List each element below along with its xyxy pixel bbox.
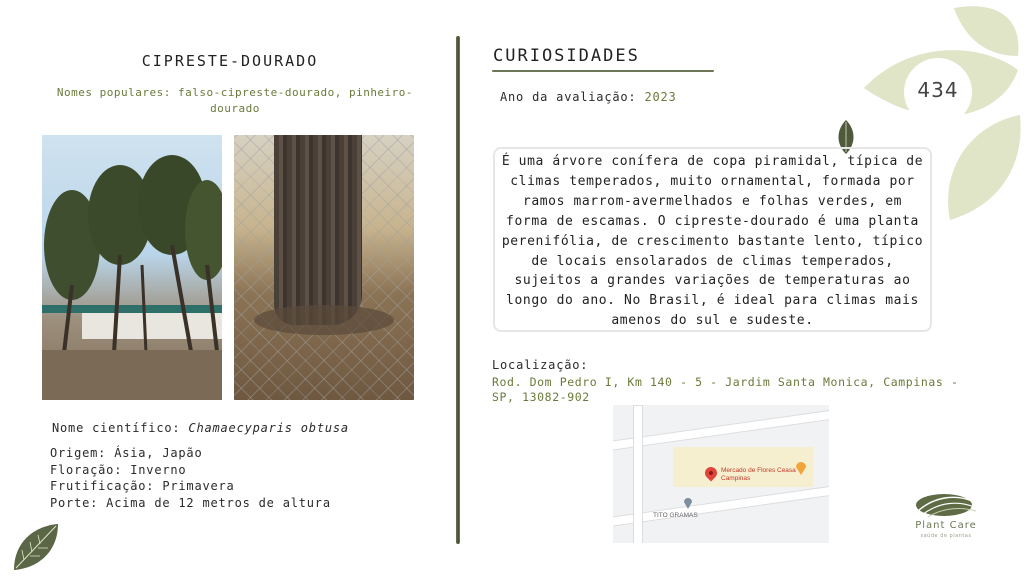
page-number: 434 xyxy=(917,78,959,102)
map-poi-icon xyxy=(683,497,693,509)
description-box: É uma árvore conífera de copa piramidal, típica de climas temperados, muito ornamental, formada por ramos marrom-avermelhados e folhas verdes, em forma de escamas. O cipreste-dourado é uma planta perenifólia, de crescimento bastante lento, típico de locais ensolarados de climas temperados, sujeitos a grandes variações de temperaturas ao longo do ano. No Brasil, é ideal para climas mais amenos do sul e sudeste. xyxy=(493,147,932,332)
plant-facts xyxy=(50,445,331,511)
curiosities-title: CURIOSIDADES xyxy=(493,46,640,66)
plant-care-logo xyxy=(906,489,986,519)
map-nearby-label: TITO GRAMAS xyxy=(653,512,698,519)
common-names: Nomes populares: falso-cipreste-dourado, pinheiro-dourado xyxy=(56,86,414,115)
fruiting: Frutificação: Primavera xyxy=(50,479,235,493)
brand-tagline: saúde de plantas xyxy=(920,533,972,539)
map-poi-icon xyxy=(795,461,807,475)
location-address: Rod. Dom Pedro I, Km 140 - 5 - Jardim Santa Monica, Campinas - SP, 13082-902 xyxy=(492,375,959,404)
year-label: Ano da avaliação: xyxy=(500,90,645,104)
flowering: Floração: Inverno xyxy=(50,462,187,477)
location-label: Localização: xyxy=(492,358,589,372)
evaluation-year xyxy=(500,90,677,104)
map-place-name: Mercado de Flores Ceasa Campinas xyxy=(721,467,796,482)
trunk-photo xyxy=(234,135,414,400)
scientific-name: Chamaecyparis obtusa xyxy=(188,421,349,435)
brand-name: Plant Care xyxy=(915,520,977,531)
size: Porte: Acima de 12 metros de altura xyxy=(50,495,331,510)
scientific-name-line xyxy=(52,421,349,435)
plant-name: CIPRESTE-DOURADO xyxy=(141,52,319,70)
tree-photo xyxy=(42,135,222,400)
year-value: 2023 xyxy=(644,90,677,104)
title-underline xyxy=(492,70,714,72)
leaf-icon xyxy=(10,522,62,572)
location-map[interactable] xyxy=(613,405,829,543)
origin: Origem: Ásia, Japão xyxy=(50,446,203,460)
scientific-label: Nome científico: xyxy=(52,421,189,435)
vertical-divider xyxy=(456,36,460,544)
